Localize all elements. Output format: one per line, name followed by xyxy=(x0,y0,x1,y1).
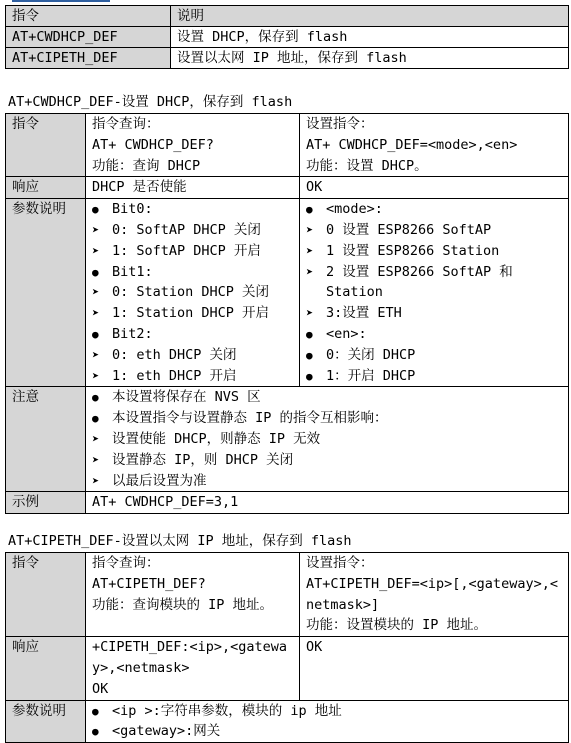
cipeth-table xyxy=(5,552,569,743)
param-bit0: ● Bit0: xyxy=(92,199,299,220)
cipeth-resp-line2: y>,<netmask> xyxy=(92,659,190,676)
param-en-0: ● 0：关闭 DHCP xyxy=(306,345,568,366)
summary-cmd-cwdhcp: AT+CWDHCP_DEF xyxy=(6,27,171,48)
summary-desc-cwdhcp: 设置 DHCP，保存到 flash xyxy=(171,27,569,48)
param-ip: ● <ip >:字符串参数，模块的 ip 地址 xyxy=(92,701,568,722)
summary-desc-cipeth: 设置以太网 IP 地址，保存到 flash xyxy=(171,48,569,69)
cipeth-set-title: 设置指令： xyxy=(306,555,374,571)
note-last-wins: ➤ 以最后设置为准 xyxy=(92,471,568,492)
param-mode-3: ➤ 3:设置 ETH xyxy=(306,303,568,324)
cwdhcp-param-label: 参数说明 xyxy=(6,199,86,387)
note-enable-dhcp: ➤ 设置使能 DHCP，则静态 IP 无效 xyxy=(92,429,568,450)
cwdhcp-cmd-label: 指令 xyxy=(6,114,86,177)
cipeth-params xyxy=(86,700,569,743)
cipeth-set-cmd-cont: netmask>] xyxy=(306,596,380,613)
cwdhcp-query-func: 功能：查询 DHCP xyxy=(92,157,201,174)
note-static-ip: ● 本设置指令与设置静态 IP 的指令互相影响： xyxy=(92,408,568,429)
header-link-underline xyxy=(12,0,110,2)
section2-caption: AT+CIPETH_DEF-设置以太网 IP 地址，保存到 flash xyxy=(8,533,352,549)
cwdhcp-example: AT+ CWDHCP_DEF=3,1 xyxy=(86,492,569,514)
param-bit0-on: ➤ 1: SoftAP DHCP 开启 xyxy=(92,241,299,262)
cipeth-set-cell xyxy=(300,553,569,637)
note-nvs: ● 本设置将保存在 NVS 区 xyxy=(92,387,568,408)
param-en: ● <en>: xyxy=(306,324,568,345)
cipeth-set-func: 功能：设置模块的 IP 地址。 xyxy=(306,617,488,634)
summary-header-desc: 说明 xyxy=(171,6,569,27)
cipeth-set-cmd: AT+CIPETH_DEF=<ip>[,<gateway>,< xyxy=(306,575,558,592)
param-bit2-off: ➤ 0: eth DHCP 关闭 xyxy=(92,345,299,366)
cwdhcp-table xyxy=(5,113,569,514)
summary-header-cmd: 指令 xyxy=(6,6,171,27)
param-en-1: ● 1：开启 DHCP xyxy=(306,366,568,387)
summary-cmd-cipeth: AT+CIPETH_DEF xyxy=(6,48,171,69)
cwdhcp-note-label: 注意 xyxy=(6,387,86,492)
param-mode-2-cont xyxy=(306,282,568,303)
cwdhcp-query-cell xyxy=(86,114,300,177)
cwdhcp-resp-set: OK xyxy=(300,177,569,199)
cipeth-resp-line3: OK xyxy=(92,680,109,697)
param-bit1-off: ➤ 0: Station DHCP 关闭 xyxy=(92,282,299,303)
param-bit1: ● Bit1: xyxy=(92,262,299,283)
cipeth-resp-query xyxy=(86,637,300,700)
note-set-static: ➤ 设置静态 IP，则 DHCP 关闭 xyxy=(92,450,568,471)
cipeth-query-cell xyxy=(86,553,300,637)
cwdhcp-query-cmd: AT+ CWDHCP_DEF? xyxy=(92,136,214,153)
param-mode: ● <mode>: xyxy=(306,199,568,220)
cwdhcp-notes xyxy=(86,387,569,492)
cwdhcp-resp-label: 响应 xyxy=(6,177,86,199)
cipeth-cmd-label: 指令 xyxy=(6,553,86,637)
cipeth-param-label: 参数说明 xyxy=(6,700,86,743)
cipeth-query-func: 功能：查询模块的 IP 地址。 xyxy=(92,596,274,613)
cwdhcp-params-right xyxy=(300,199,569,387)
cwdhcp-resp-query: DHCP 是否使能 xyxy=(86,177,300,199)
cwdhcp-set-cmd: AT+ CWDHCP_DEF=<mode>,<en> xyxy=(306,136,518,153)
cipeth-resp-label: 响应 xyxy=(6,637,86,700)
param-mode-2-cont-text: Station xyxy=(326,284,383,301)
cwdhcp-set-title: 设置指令： xyxy=(306,116,374,132)
param-mode-2: ➤ 2 设置 ESP8266 SoftAP 和 xyxy=(306,262,568,283)
cwdhcp-params-left xyxy=(86,199,300,387)
cipeth-query-cmd: AT+CIPETH_DEF? xyxy=(92,575,206,592)
param-bit2-on: ➤ 1: eth DHCP 开启 xyxy=(92,366,299,387)
summary-table xyxy=(5,5,569,69)
param-gateway: ● <gateway>:网关 xyxy=(92,721,568,742)
section1-caption: AT+CWDHCP_DEF-设置 DHCP，保存到 flash xyxy=(8,94,293,110)
cipeth-query-title: 指令查询： xyxy=(92,555,160,571)
param-bit2: ● Bit2: xyxy=(92,324,299,345)
cipeth-resp-line1: +CIPETH_DEF:<ip>,<gatewa xyxy=(92,639,288,656)
param-bit1-on: ➤ 1: Station DHCP 开启 xyxy=(92,303,299,324)
cwdhcp-example-label: 示例 xyxy=(6,492,86,514)
cipeth-resp-set: OK xyxy=(300,637,569,700)
cwdhcp-set-func: 功能：设置 DHCP。 xyxy=(306,157,428,174)
cwdhcp-query-title: 指令查询： xyxy=(92,116,160,132)
param-mode-1: ➤ 1 设置 ESP8266 Station xyxy=(306,241,568,262)
param-mode-0: ➤ 0 设置 ESP8266 SoftAP xyxy=(306,220,568,241)
cwdhcp-set-cell xyxy=(300,114,569,177)
param-bit0-off: ➤ 0: SoftAP DHCP 关闭 xyxy=(92,220,299,241)
